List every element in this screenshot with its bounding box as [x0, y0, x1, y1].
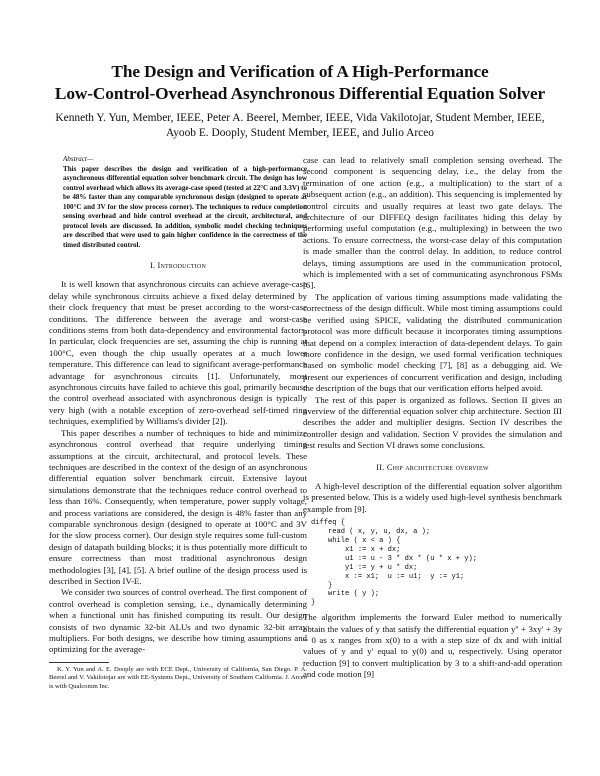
left-column	[49, 155, 307, 692]
footnote: K. Y. Yun and A. E. Dooply are with ECE Dept., University of California, San Diego. P. A. Beerel and V. Vakilotojar are with EE-Systems Dept., University of Southern California. J. Arceo is with Qualcomm Inc.	[49, 665, 307, 690]
intro-paragraph-3: We consider two sources of control overhead. The first component of control overhead is completion sensing, i.e., dynamically determining when a functional unit has finished computing its result. Our design consists of two dynamic 32-bit ALUs and two dynamic 32-bit array multipliers. For both designs, we describe how timing assumptions and optimizing for the average-	[49, 587, 307, 655]
section-1-heading: I. Introduction	[149, 261, 207, 270]
code-line: }	[311, 599, 316, 608]
code-line: }	[311, 581, 333, 590]
code-line: while ( x < a ) {	[311, 537, 401, 545]
authors-line-2: Ayoob E. Dooply, Student Member, IEEE, and Julio Arceo	[166, 127, 434, 139]
code-line: y1 := y + u * dx;	[311, 563, 418, 572]
code-line: read ( x, y, u, dx, a );	[311, 528, 431, 537]
paper-title-line-2: Low-Control-Overhead Asynchronous Differential Equation Solver	[54, 84, 546, 103]
footnote-rule	[49, 662, 109, 663]
abstract-label: Abstract—	[63, 155, 94, 163]
right-paragraph-3: The rest of this paper is organized as follows. Section II gives an overview of the differential equation solver chip architecture. Section III describes the adder and multiplier designs. Section IV describes the controller design and validation. Section V provides the simulation and test results and Section VI draws some conclusions.	[303, 394, 562, 451]
abstract-text: This paper describes the design and verification of a high-performance asynchronous differential equation solver benchmark circuit. The design has low control overhead which allows its average-case speed (tested at 22°C and 3.3V) to be 48% faster than any comparable synchronous design (designed to operate at 100°C and 3V for the slow process corner). The techniques to reduce completion sensing overhead and hide control overhead at the circuit, architectural, and protocol levels are discussed. In addition, symbolic model checking techniques are described that were used to gain higher confidence in the correctness of the timed distributed control.	[63, 164, 307, 249]
intro-paragraph-2: This paper describes a number of techniques to hide and minimize asynchronous control overhead that require underlying timing assumptions at the circuit, architectural, and protocol levels. These techniques are described in the context of the design of an asynchronous differential equation solver benchmark circuit. Extensive layout simulations demonstrate that the techniques reduce control overhead to less than 16%. Consequently, when temperature, power supply voltage, and process variations are considered, the design is 48% faster than any comparable synchronous design (designed to operate at 100°C and 3V for the slow process corner). Our design style requires some full-custom design of datapath building blocks; it is thus potentially more difficult to ensure correctness than most traditional asynchronous design methodologies [3], [4], [5]. A brief outline of the design process used is described in Section IV-E.	[49, 427, 307, 586]
right-column	[303, 155, 562, 681]
code-line: x := x1; u := u1; y := y1;	[311, 572, 465, 581]
right-paragraph-2: The application of various timing assumptions made validating the correctness of the design difficult. While most timing assumptions could be verified using SPICE, validating the distributed communication protocol was more difficult because it incorporates timing assumptions that depend on a complex interaction of data-dependent delays. To gain more confidence in the design, we used formal verification techniques based on symbolic model checking [7], [8] as a debugging aid. We present our experiences of concurrent verification and design, including the description of the bugs that our verification efforts helped avoid.	[303, 291, 562, 394]
code-listing	[311, 519, 562, 608]
section-2-heading: II. Chip architecture overview	[376, 462, 489, 472]
code-line: write ( y );	[311, 590, 380, 599]
code-line: diffeq {	[311, 519, 346, 528]
right-paragraph-4: A high-level description of the differential equation solver algorithm is presented below. This is a widely used high-level synthesis benchmark example from [9].	[303, 480, 562, 514]
paper-title-line-1: The Design and Verification of A High-Performance	[111, 62, 489, 81]
right-paragraph-5: The algorithm implements the forward Euler method to numerically obtain the values of y that satisfy the differential equation y'' + 3xy' + 3y = 0 as x ranges from x(0) to a with a step size of dx and with initial values of y and y' equal to y(0) and u, respectively. Using operator reduction [9] to convert multiplication by 3 to a shift-and-add operation and code motion [9]	[303, 612, 562, 680]
intro-paragraph-1: It is well known that asynchronous circuits can achieve average-case delay while synchronous circuits achieve a fixed delay determined by their clock frequency that must be preset according to the worst-case conditions. The difference between the average and worst-case conditions stems from both data-dependency and environmental factors. In particular, clock frequencies are set, assuming the chip is running at 100°C, even though the chip usually operates at a much lower temperature. This difference can lead to significant average-performance advantage for asynchronous circuits [1]. Unfortunately, most asynchronous circuits have failed to achieve this goal, primarily because the control overhead associated with asynchronous design is typically very high (with a notable exception of zero-overhead self-timed ring techniques, exemplified by Williams's divider [2]).	[49, 279, 307, 427]
code-line: u1 := u - 3 * dx * (u * x + y);	[311, 554, 478, 563]
authors-line-1: Kenneth Y. Yun, Member, IEEE, Peter A. Beerel, Member, IEEE, Vida Vakilotojar, Student Member, IEEE,	[55, 112, 545, 124]
code-line: x1 := x + dx;	[311, 545, 401, 554]
abstract	[63, 155, 307, 250]
right-paragraph-1: case can lead to relatively small completion sensing overhead. The second component is sequencing delay, i.e., the delay from the termination of one action (e.g., a multiplication) to the start of a subsequent action (e.g., an addition). This sequencing is implemented by control circuits and usually requires at least two gate delays. The architecture of our DIFFEQ design facilitates hiding this delay by performing useful computation (e.g., multiplexing) in between the two actions. To ensure correctness, the worst-case delay of this computation is made smaller than the control delay. In addition, to reduce control delays, timing assumptions are used in the communication protocol, which is implemented with a set of communicating asynchronous FSMs [6].	[303, 155, 562, 291]
